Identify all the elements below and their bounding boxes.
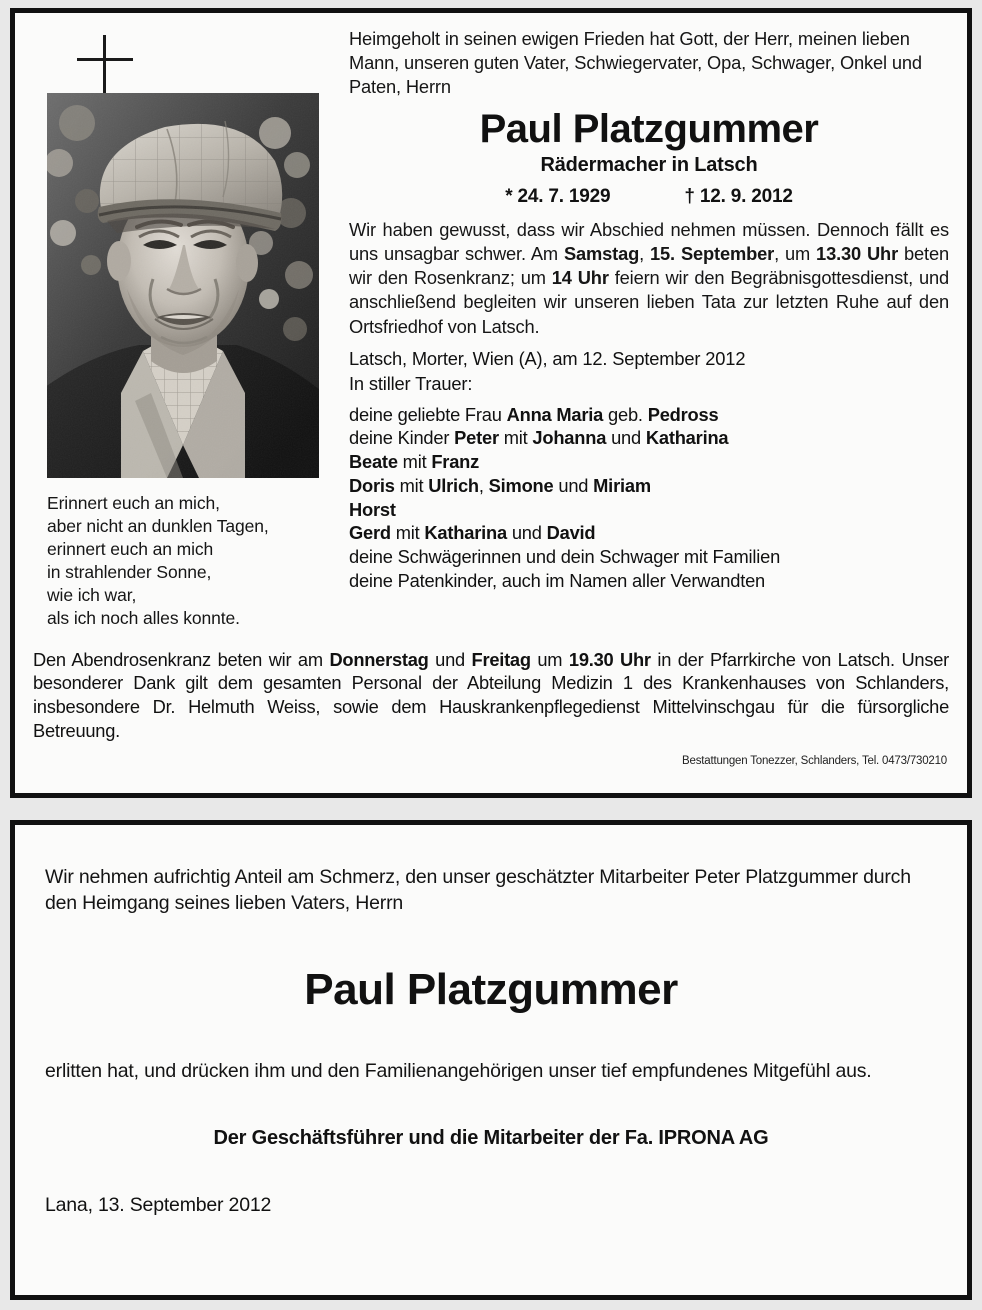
- death-date: † 12. 9. 2012: [684, 186, 793, 208]
- obituary-notice-primary: [10, 8, 972, 798]
- body-text-run: mit: [498, 427, 533, 449]
- emphasis-text: 19.30 Uhr: [568, 648, 651, 670]
- body-text-run: und: [428, 648, 472, 670]
- notice-top-area: [31, 27, 951, 630]
- emphasis-text: Freitag: [471, 648, 531, 670]
- latin-cross-icon: [77, 35, 133, 93]
- life-dates: [349, 186, 949, 208]
- poem-line: Erinnert euch an mich,: [47, 493, 220, 513]
- cross-vertical-bar: [103, 35, 106, 93]
- emphasis-text: Doris: [349, 474, 395, 496]
- emphasis-text: Beate: [349, 451, 398, 473]
- emphasis-text: David: [546, 522, 596, 544]
- family-line: [349, 498, 949, 522]
- body-text-run: mit: [397, 451, 432, 473]
- emphasis-text: Samstag: [563, 243, 640, 265]
- condolence-deceased-name: Paul Platzgummer: [304, 964, 678, 1014]
- body-text-run: deine Schwägerinnen und dein Schwager mit Familien: [349, 546, 781, 568]
- family-line: [349, 403, 949, 427]
- birth-date: * 24. 7. 1929: [505, 186, 611, 208]
- emphasis-text: Peter: [454, 427, 499, 449]
- intro-text: Heimgeholt in seinen ewigen Frieden hat Gott, der Herr, meinen lieben Mann, unseren guten Vater, Schwiegervater, Opa, Schwager, Onkel und Paten, Herrn: [349, 28, 922, 97]
- body-text-run: deine Kinder: [349, 427, 455, 449]
- body-text-run: und: [606, 427, 646, 449]
- body-text-run: mit: [394, 474, 429, 496]
- body-text-run: ,: [639, 243, 651, 265]
- family-line: [349, 426, 949, 450]
- body-text-run: in der Pfarrkirche von Latsch. Unser besonderer Dank gilt dem gesamten Personal der Abteilung Medizin 1 des Krankenhauses von Schlanders, insbesondere Dr. Helmuth Weiss, sowie dem Hauskrankenpflegedienst Mittelvinschgau für die fürsorgliche Betreuung.: [33, 648, 949, 741]
- condolence-place-date: Lana, 13. September 2012: [45, 1193, 272, 1216]
- body-text-run: , um: [774, 243, 817, 265]
- emphasis-text: 15. September: [650, 243, 775, 265]
- deceased-portrait-photo: [47, 93, 319, 478]
- poem-line: in strahlender Sonne,: [47, 561, 212, 582]
- emphasis-text: Gerd: [349, 522, 391, 544]
- deceased-name: Paul Platzgummer: [479, 107, 819, 152]
- poem-line: aber nicht an dunklen Tagen,: [47, 515, 269, 536]
- poem-line: als ich noch alles konnte.: [47, 607, 240, 628]
- left-column: [31, 27, 335, 630]
- condolence-signature: Der Geschäftsführer und die Mitarbeiter der Fa. IPRONA AG: [213, 1126, 769, 1149]
- family-members-list: [349, 403, 949, 593]
- closing-paragraph: [31, 648, 951, 743]
- funeral-announcement: [349, 218, 949, 338]
- emphasis-text: Pedross: [647, 403, 719, 425]
- body-text-run: und: [553, 474, 594, 496]
- emphasis-text: Miriam: [593, 474, 651, 496]
- family-line: [349, 521, 949, 545]
- family-line: [349, 545, 949, 569]
- emphasis-text: Katharina: [424, 522, 507, 544]
- body-text-run: Wir haben gewusst, dass wir Abschied nehmen müssen. Dennoch fällt es uns unsagbar schwer. Am: [349, 219, 949, 265]
- body-text-run: beten wir den Rosenkranz; um: [349, 243, 950, 289]
- deceased-profession: Rädermacher in Latsch: [540, 154, 758, 177]
- emphasis-text: Donnerstag: [329, 648, 429, 670]
- body-text-run: ,: [478, 474, 489, 496]
- emphasis-text: Johanna: [532, 427, 607, 449]
- cross-horizontal-bar: [77, 58, 133, 61]
- body-text-run: feiern wir den Begräbnisgottesdienst, und anschließend begleiten wir unseren lieben Tata zur letzten Ruhe auf den Ortsfriedhof von Latsch.: [349, 267, 949, 337]
- obituary-notice-secondary: [10, 820, 972, 1300]
- mourning-label: In stiller Trauer:: [349, 372, 473, 394]
- emphasis-text: 14 Uhr: [551, 267, 609, 289]
- family-line: [349, 474, 949, 498]
- body-text-run: um: [530, 648, 569, 670]
- emphasis-text: Simone: [488, 474, 554, 496]
- body-text-run: mit: [390, 522, 425, 544]
- family-line: [349, 569, 949, 593]
- body-text-run: deine geliebte Frau: [349, 403, 507, 425]
- body-text-run: geb.: [603, 403, 648, 425]
- right-column: [335, 27, 951, 630]
- emphasis-text: 13.30 Uhr: [816, 243, 899, 265]
- poem-line: wie ich war,: [47, 584, 137, 605]
- places-and-date: Latsch, Morter, Wien (A), am 12. September 2012: [349, 347, 746, 369]
- condolence-outro: erlitten hat, und drücken ihm und den Familienangehörigen unser tief empfundenes Mitgefühl aus.: [45, 1059, 872, 1082]
- emphasis-text: Katharina: [645, 427, 729, 449]
- poem-line: erinnert euch an mich: [47, 538, 214, 559]
- memorial-poem: [47, 492, 335, 630]
- body-text-run: deine Patenkinder, auch im Namen aller Verwandten: [349, 570, 766, 592]
- emphasis-text: Horst: [349, 498, 396, 520]
- body-text-run: Den Abendrosenkranz beten wir am: [33, 648, 330, 670]
- emphasis-text: Franz: [431, 451, 480, 473]
- family-line: [349, 450, 949, 474]
- cross-area: [33, 27, 335, 93]
- undertaker-credit: Bestattungen Tonezzer, Schlanders, Tel. 0473/730210: [682, 754, 947, 767]
- condolence-intro: Wir nehmen aufrichtig Anteil am Schmerz, den unser geschätzter Mitarbeiter Peter Platzgummer durch den Heimgang seines lieben Vaters, Herrn: [45, 866, 911, 914]
- emphasis-text: Ulrich: [428, 474, 479, 496]
- emphasis-text: Anna Maria: [506, 403, 604, 425]
- body-text-run: und: [506, 522, 547, 544]
